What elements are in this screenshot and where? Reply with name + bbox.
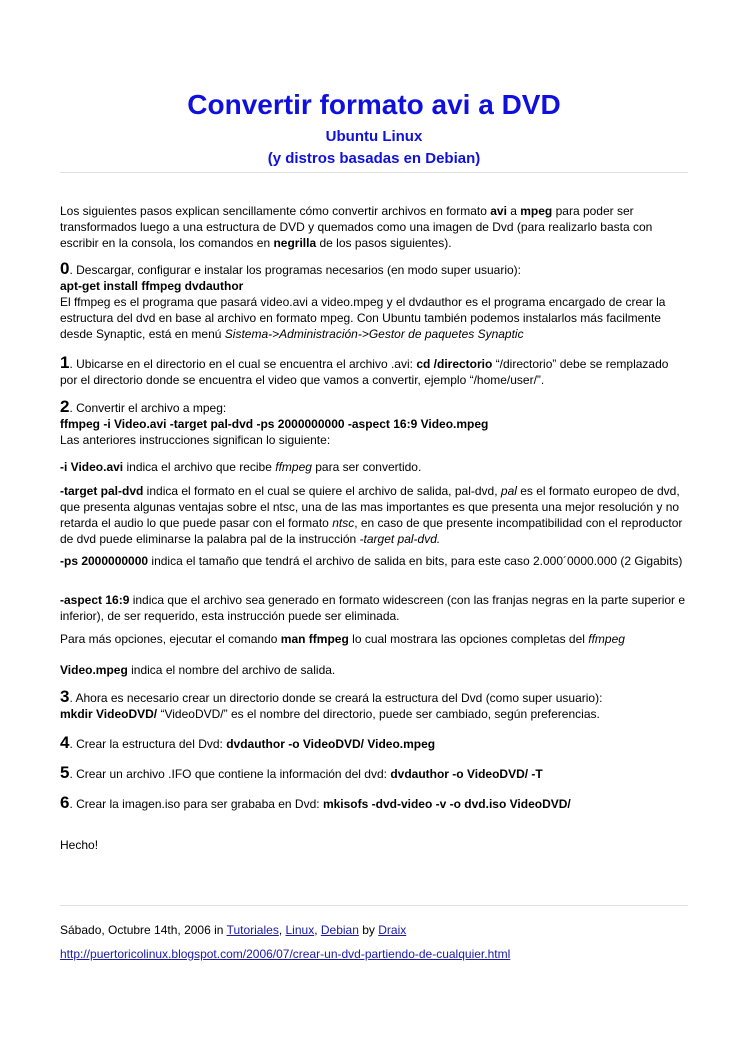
command-dvdauthor-ifo: dvdauthor -o VideoDVD/ -T [390, 767, 543, 781]
step-text: . Crear un archivo .IFO que contiene la información del dvd: [69, 767, 391, 781]
step-description: Las anteriores instrucciones significan lo siguiente: [60, 433, 331, 447]
option-text: indica el archivo que recibe [123, 460, 276, 474]
intro-text: Los siguientes pasos explican sencillamente cómo convertir archivos en formato [60, 204, 491, 218]
step-number: 1 [60, 353, 70, 372]
option-text: indica el formato en el cual se quiere el archivo de salida, pal-dvd, [143, 484, 501, 498]
step-number: 4 [60, 733, 70, 752]
step-description: El ffmpeg es el programa que pasará video.avi a video.mpeg y el dvdauthor es el programa encargado de crear la estructura del dvd en base al archivo en formato mpeg. Con Ubuntu también podemos instalarlos más facilmente desde Synaptic, está en menú [60, 295, 666, 341]
step-description: “VideoDVD/” es el nombre del directorio, puede ser cambiado, según preferencias. [157, 707, 600, 721]
step-2 [60, 399, 688, 448]
post-date: Sábado, Octubre 14th, 2006 in [60, 923, 227, 937]
header-divider [60, 172, 688, 173]
step-0 [60, 261, 688, 342]
step-number: 5 [60, 763, 70, 782]
option-name: -i Video.avi [60, 460, 124, 474]
intro-bold-negrilla: negrilla [273, 236, 317, 250]
option-name: -ps 2000000000 [60, 554, 149, 568]
step-text: . Crear la estructura del Dvd: [69, 737, 227, 751]
step-5 [60, 765, 688, 782]
option-emphasis: -target pal-dvd. [359, 532, 441, 546]
intro-text: a [506, 204, 521, 218]
option-text: indica el tamaño que tendrá el archivo de salida en bits, para este caso 2.000´0000.000 (2 Gigabits) [148, 554, 683, 568]
option-i [60, 459, 688, 475]
done-text [60, 837, 688, 853]
option-emphasis: ffmpeg [275, 460, 312, 474]
by-text: by [358, 923, 379, 937]
step-1 [60, 355, 688, 388]
command-dvdauthor: dvdauthor -o VideoDVD/ Video.mpeg [226, 737, 436, 751]
footer-meta [60, 922, 688, 938]
category-link-linux[interactable]: Linux [285, 923, 315, 937]
command-mkisofs: mkisofs -dvd-video -v -o dvd.iso VideoDVD/ [322, 797, 571, 811]
step-text: . Ubicarse en el directorio en el cual se encuentra el archivo .avi: [69, 357, 417, 371]
page-title: Convertir formato avi a DVD [187, 89, 561, 120]
intro-text: de los pasos siguientes). [316, 236, 452, 250]
author-link[interactable]: Draix [378, 923, 407, 937]
option-text: , en caso de que presente incompatibilidad con el reproductor de dvd puede eliminarse la palabra pal de la instrucción [60, 516, 683, 546]
step-4 [60, 735, 688, 752]
command-apt-get: apt-get install ffmpeg dvdauthor [60, 279, 244, 293]
command-mkdir: mkdir VideoDVD/ [60, 707, 158, 721]
command-man: man ffmpeg [280, 632, 349, 646]
intro-bold-avi: avi [490, 204, 507, 218]
option-emphasis: pal [500, 484, 517, 498]
note-text: Para más opciones, ejecutar el comando [60, 632, 281, 646]
option-name: -aspect 16:9 [60, 593, 130, 607]
subtitle-distros: (y distros basadas en Debian) [267, 150, 481, 167]
done-label: Hecho! [60, 838, 99, 852]
command-ffmpeg: ffmpeg -i Video.avi -target pal-dvd -ps 2000000000 -aspect 16:9 Video.mpeg [60, 417, 489, 431]
step-text: . Crear la imagen.iso para ser grababa en Dvd: [69, 797, 323, 811]
step-number: 0 [60, 259, 70, 278]
step-text: . Ahora es necesario crear un directorio donde se creará la estructura del Dvd (como super usuario): [69, 691, 603, 705]
synaptic-menu-path: Sistema->Administración->Gestor de paquetes Synaptic [224, 327, 524, 341]
separator: , [278, 923, 286, 937]
footer-divider [60, 905, 688, 906]
option-target [60, 483, 688, 547]
step-number: 2 [60, 397, 70, 416]
option-emphasis: ntsc [332, 516, 355, 530]
separator: , [314, 923, 321, 937]
subtitle-os: Ubuntu Linux [325, 128, 423, 145]
intro-text: para poder ser transformados luego a una estructura de DVD y quemados como una imagen de Dvd (para realizarlo basta con escribir en la consola, los comandos en [60, 204, 653, 250]
step-text: . Convertir el archivo a mpeg: [69, 401, 227, 415]
source-url-link[interactable]: http://puertoricolinux.blogspot.com/2006/07/crear-un-dvd-partiendo-de-cualquier.html [60, 947, 511, 961]
footer-source [60, 946, 688, 962]
option-text: indica que el archivo sea generado en formato widescreen (con las franjas negras en la parte superior e inferior), de ser requerido, esta instrucción puede ser eliminada. [60, 593, 686, 623]
intro-bold-mpeg: mpeg [520, 204, 553, 218]
option-text: es el formato europeo de dvd, que presenta algunas ventajas sobre el ntsc, una de las mas importantes es que presenta una mejor resolución y no retarda el audio lo que puede pasar con el formato [60, 484, 680, 530]
option-text: indica el nombre del archivo de salida. [127, 663, 336, 677]
step-6 [60, 795, 688, 812]
step-number: 3 [60, 687, 70, 706]
step-text: . Descargar, configurar e instalar los programas necesarios (en modo super usuario): [69, 263, 522, 277]
option-aspect [60, 592, 688, 624]
command-cd: cd /directorio [416, 357, 493, 371]
man-ffmpeg-note [60, 631, 688, 647]
intro-paragraph [60, 203, 688, 251]
note-emphasis: ffmpeg [588, 632, 625, 646]
output-file-note [60, 662, 688, 678]
category-link-tutoriales[interactable]: Tutoriales [226, 923, 279, 937]
option-ps [60, 553, 688, 569]
option-name: -target pal-dvd [60, 484, 144, 498]
option-text: para ser convertido. [311, 460, 422, 474]
step-number: 6 [60, 793, 70, 812]
step-3 [60, 689, 688, 722]
option-name: Video.mpeg [60, 663, 128, 677]
step-description: “/directorio” debe se remplazado por el directorio donde se encuentra el video que vamos a convertir, ejemplo “/home/user/”. [60, 357, 669, 387]
category-link-debian[interactable]: Debian [320, 923, 359, 937]
note-text: lo cual mostrara las opciones completas del [348, 632, 589, 646]
